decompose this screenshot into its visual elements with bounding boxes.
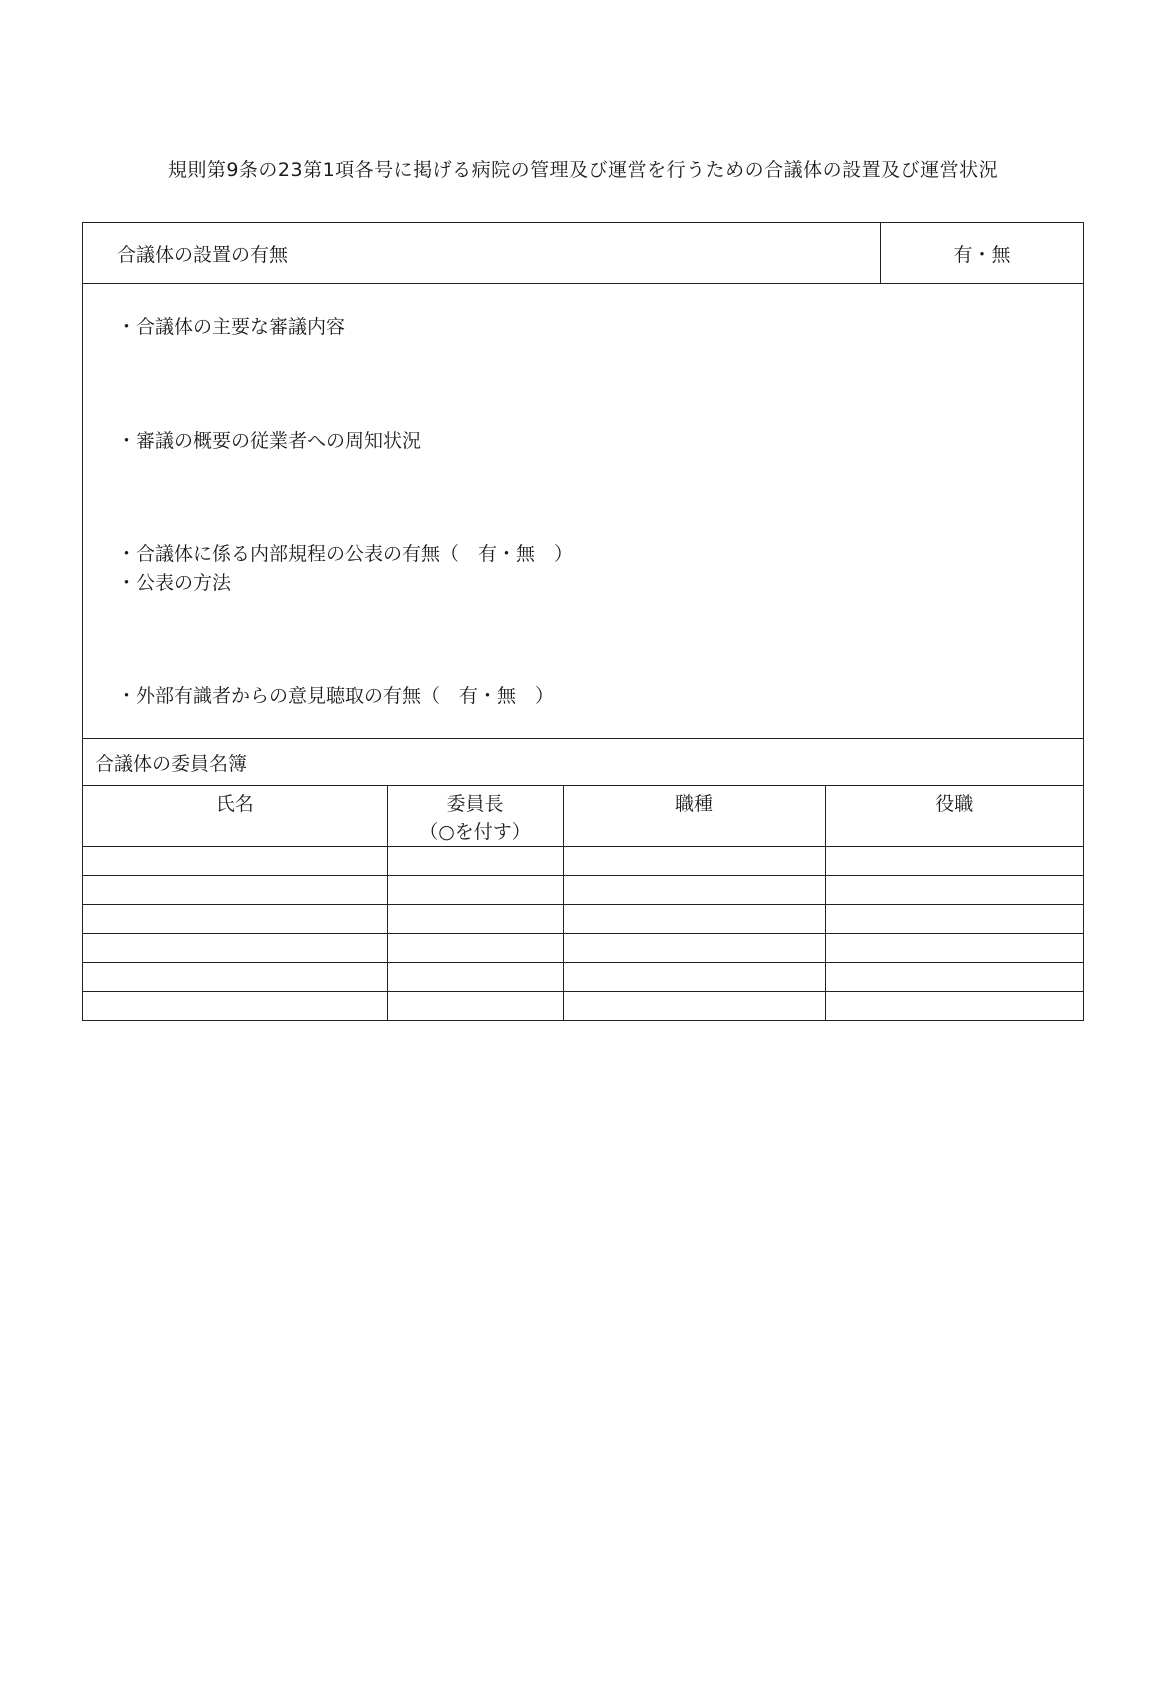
header-position: 役職 bbox=[825, 786, 1083, 847]
item-internal-rules: ・合議体に係る内部規程の公表の有無（ 有・無 ） bbox=[117, 543, 574, 565]
item-notification: ・審議の概要の従業者への周知状況 bbox=[117, 430, 422, 452]
table-row bbox=[83, 905, 1083, 934]
cell-occupation[interactable] bbox=[563, 963, 825, 992]
roster-title: 合議体の委員名簿 bbox=[83, 739, 1083, 786]
setup-label: 合議体の設置の有無 bbox=[83, 223, 881, 283]
cell-position[interactable] bbox=[825, 876, 1083, 905]
cell-name[interactable] bbox=[83, 905, 387, 934]
cell-chair[interactable] bbox=[387, 905, 563, 934]
cell-occupation[interactable] bbox=[563, 934, 825, 963]
setup-value: 有・無 bbox=[953, 243, 1011, 266]
cell-name[interactable] bbox=[83, 992, 387, 1021]
table-row bbox=[83, 963, 1083, 992]
table-row bbox=[83, 934, 1083, 963]
cell-chair[interactable] bbox=[387, 934, 563, 963]
header-chair bbox=[387, 786, 563, 847]
document-title: 規則第9条の23第1項各号に掲げる病院の管理及び運営を行うための合議体の設置及び運営状況 bbox=[167, 159, 999, 181]
table-row bbox=[83, 876, 1083, 905]
item-deliberation: ・合議体の主要な審議内容 bbox=[117, 316, 346, 338]
cell-name[interactable] bbox=[83, 934, 387, 963]
cell-chair[interactable] bbox=[387, 876, 563, 905]
header-chair-line1: 委員長 bbox=[446, 793, 504, 815]
setup-row bbox=[83, 223, 1083, 284]
cell-name[interactable] bbox=[83, 876, 387, 905]
cell-occupation[interactable] bbox=[563, 876, 825, 905]
roster-table bbox=[83, 786, 1083, 1020]
cell-occupation[interactable] bbox=[563, 992, 825, 1021]
item-publish-method: ・公表の方法 bbox=[117, 572, 232, 594]
cell-chair[interactable] bbox=[387, 963, 563, 992]
header-occupation: 職種 bbox=[563, 786, 825, 847]
cell-position[interactable] bbox=[825, 934, 1083, 963]
cell-name[interactable] bbox=[83, 847, 387, 876]
cell-chair[interactable] bbox=[387, 992, 563, 1021]
header-name: 氏名 bbox=[83, 786, 387, 847]
header-chair-line2: （○を付す） bbox=[419, 821, 531, 843]
form-box bbox=[82, 222, 1084, 1021]
cell-occupation[interactable] bbox=[563, 905, 825, 934]
table-row bbox=[83, 847, 1083, 876]
cell-chair[interactable] bbox=[387, 847, 563, 876]
cell-position[interactable] bbox=[825, 992, 1083, 1021]
cell-name[interactable] bbox=[83, 963, 387, 992]
item-external-opinion: ・外部有識者からの意見聴取の有無（ 有・無 ） bbox=[117, 685, 555, 707]
content-area bbox=[83, 284, 1083, 739]
cell-position[interactable] bbox=[825, 963, 1083, 992]
roster-header-row bbox=[83, 786, 1083, 847]
table-row bbox=[83, 992, 1083, 1021]
cell-occupation[interactable] bbox=[563, 847, 825, 876]
cell-position[interactable] bbox=[825, 847, 1083, 876]
cell-position[interactable] bbox=[825, 905, 1083, 934]
